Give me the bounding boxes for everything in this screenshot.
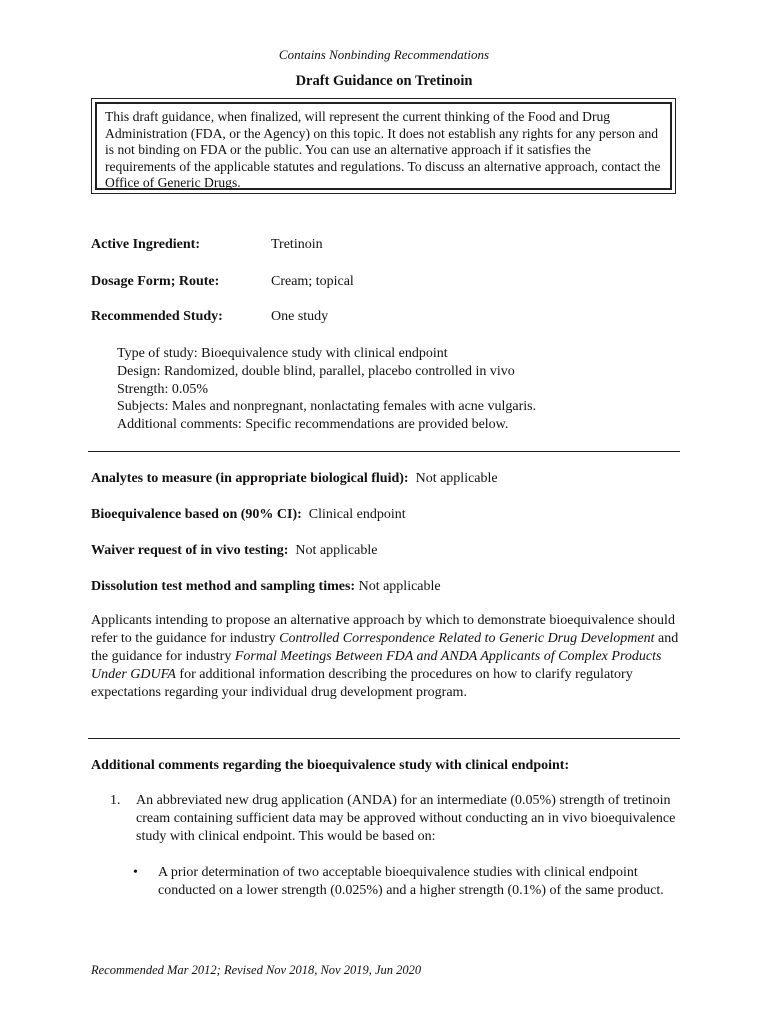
study-additional-comments: Additional comments: Specific recommendations are provided below. [117,417,509,433]
active-ingredient-label: Active Ingredient: [91,237,200,252]
divider [88,738,680,739]
dissolution-label: Dissolution test method and sampling times: [91,579,356,594]
section-heading: Additional comments regarding the bioequivalence study with clinical endpoint: [91,758,570,773]
dosage-form-row [91,273,354,290]
alternative-approach-paragraph [91,612,681,702]
dissolution-row [91,578,441,595]
paragraph-text-3: for additional information describing the procedures on how to clarify regulatory expectations regarding your individual drug development program. [91,667,633,700]
bullet-icon: • [133,865,138,880]
guidance-reference-2: Formal Meetings Between FDA and ANDA Applicants of Complex Products Under GDUFA [91,649,662,682]
active-ingredient-value: Tretinoin [271,237,323,252]
bioequivalence-label: Bioequivalence based on (90% CI): [91,507,302,522]
divider [88,451,680,452]
bioequivalence-value: Clinical endpoint [308,507,406,522]
list-item [110,792,680,846]
paragraph-text-1: Applicants intending to propose an alternative approach by which to demonstrate bioequivalence should refer to the guidance for industry [91,613,675,646]
waiver-row [91,542,377,559]
study-type: Type of study: Bioequivalence study with clinical endpoint [117,346,448,361]
active-ingredient-row [91,236,323,253]
list-number: 1. [110,793,121,808]
study-design: Design: Randomized, double blind, parallel, placebo controlled in vivo [117,363,515,379]
waiver-label: Waiver request of in vivo testing: [91,543,289,558]
analytes-label: Analytes to measure (in appropriate biological fluid): [91,471,409,486]
waiver-value: Not applicable [295,543,378,558]
dissolution-value: Not applicable [358,579,441,594]
page-footer: Recommended Mar 2012; Revised Nov 2018, Nov 2019, Jun 2020 [91,963,422,977]
analytes-row [91,470,498,487]
disclaimer-text: This draft guidance, when finalized, will represent the current thinking of the Food and Drug Administration (FDA, or the Agency) on this topic. It does not establish any rights for any person and is not binding on FDA or the public. You can use an alternative approach if it satisfies the requirements of the applicable statutes and regulations. To discuss an alternative approach, contact the Office of Generic Drugs. [95,102,672,190]
bullet-item [133,864,681,900]
page-header: Contains Nonbinding Recommendations [278,47,490,62]
list-item-text: An abbreviated new drug application (ANDA) for an intermediate (0.05%) strength of tretinoin cream containing sufficient data may be approved without conducting an in vivo bioequivalence study with clinical endpoint. This would be based on: [136,793,676,844]
paragraph-text-2: and the guidance for industry [91,631,679,664]
analytes-value: Not applicable [415,471,498,486]
recommended-study-row [91,308,328,325]
study-subjects: Subjects: Males and nonpregnant, nonlactating females with acne vulgaris. [117,399,537,415]
dosage-form-value: Cream; topical [271,274,354,289]
disclaimer-box [91,98,676,194]
bioequivalence-row [91,506,406,523]
dosage-form-label: Dosage Form; Route: [91,274,220,289]
study-details [117,345,536,434]
bullet-item-text: A prior determination of two acceptable bioequivalence studies with clinical endpoint conducted on a lower strength (0.025%) and a higher strength (0.1%) of the same product. [158,865,664,898]
page-title: Draft Guidance on Tretinoin [295,73,473,89]
study-strength: Strength: 0.05% [117,381,208,397]
recommended-study-value: One study [271,309,329,324]
recommended-study-label: Recommended Study: [91,309,223,324]
guidance-reference-1: Controlled Correspondence Related to Generic Drug Development [279,631,655,646]
